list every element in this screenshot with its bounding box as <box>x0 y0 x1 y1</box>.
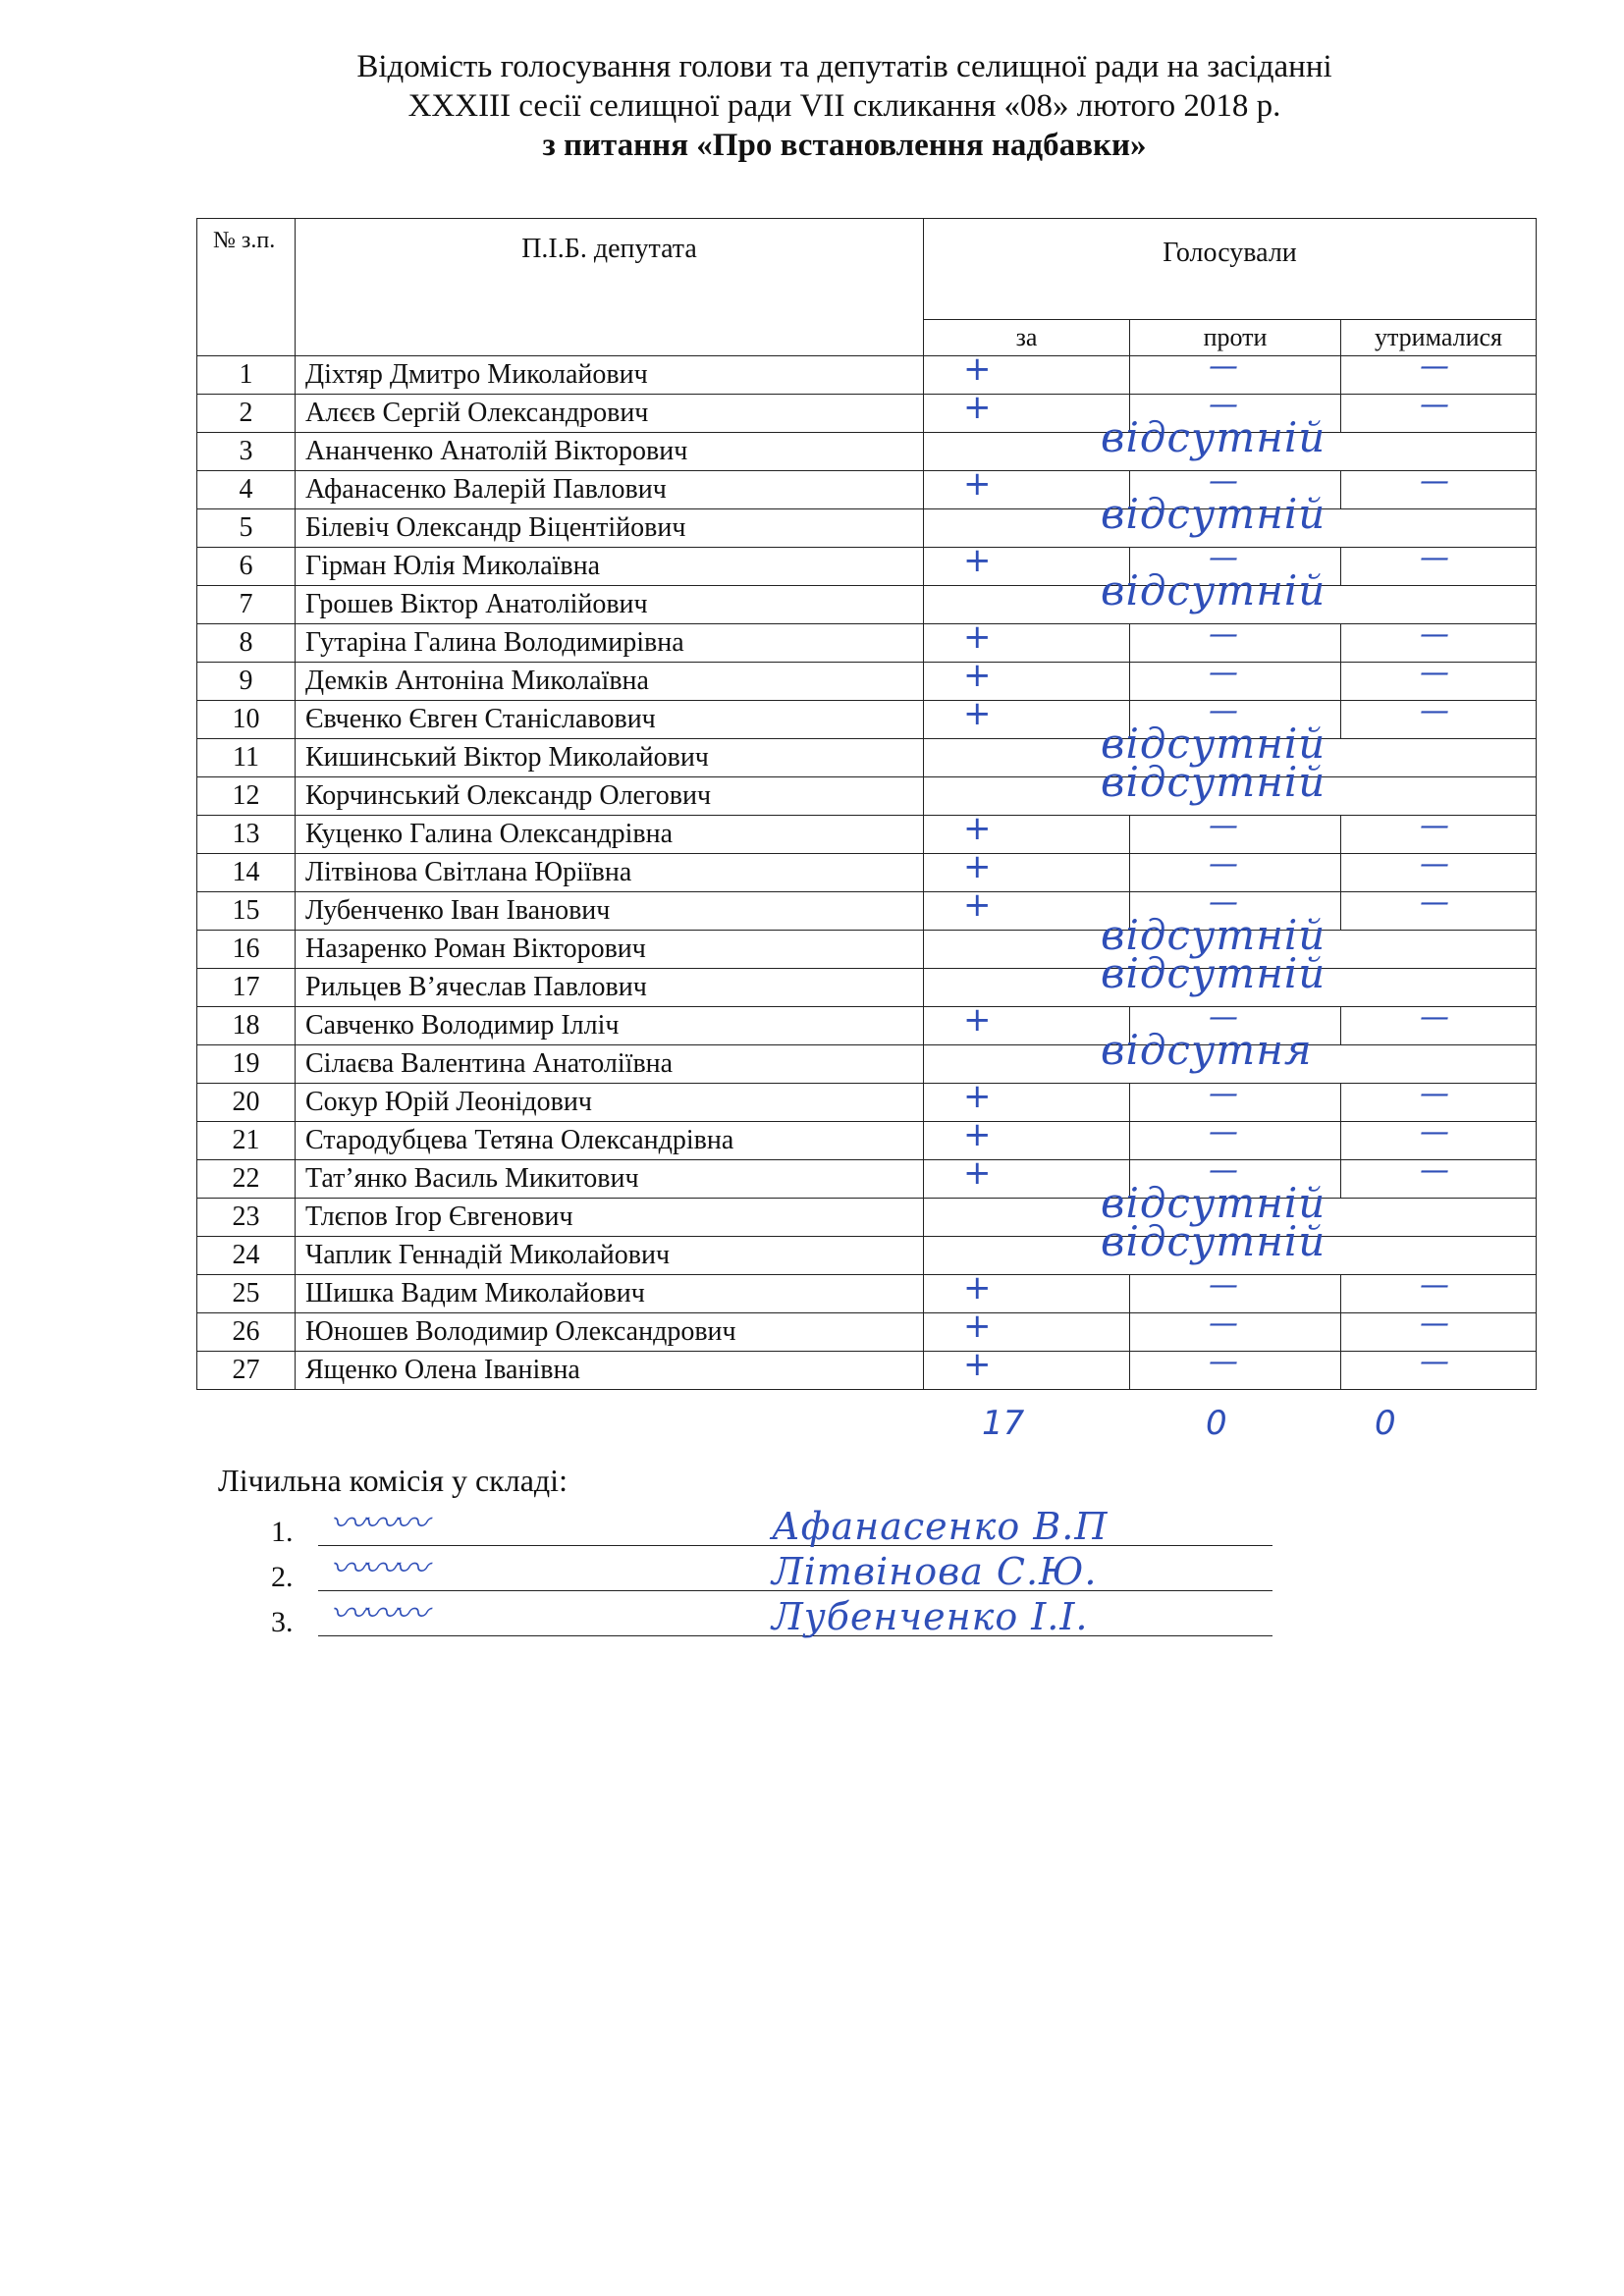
vote-for-mark: + <box>963 700 992 733</box>
row-number: 2 <box>197 395 296 433</box>
row-number: 16 <box>197 931 296 969</box>
vote-abstained-cell <box>1341 663 1537 701</box>
table-row <box>197 433 1537 471</box>
vote-for-mark: + <box>963 1351 992 1384</box>
vote-for-mark: + <box>963 355 992 389</box>
row-number: 22 <box>197 1160 296 1199</box>
deputy-name: Юношев Володимир Олександрович <box>296 1313 924 1352</box>
vote-table-body <box>197 356 1537 1390</box>
row-number: 23 <box>197 1199 296 1237</box>
row-number: 21 <box>197 1122 296 1160</box>
vote-abstained-mark: — <box>1420 1159 1449 1188</box>
vote-for-mark: + <box>963 1121 992 1154</box>
vote-against-mark: — <box>1209 1006 1238 1035</box>
vote-against-cell <box>1130 1275 1341 1313</box>
vote-against-mark: — <box>1209 1121 1238 1149</box>
deputy-name: Назаренко Роман Вікторович <box>296 931 924 969</box>
table-row <box>197 931 1537 969</box>
vote-for-cell <box>924 892 1130 931</box>
vote-against-mark: — <box>1209 1351 1238 1379</box>
vote-for-cell <box>924 663 1130 701</box>
vote-for-cell <box>924 701 1130 739</box>
deputy-name: Рильцев В’ячеслав Павлович <box>296 969 924 1007</box>
row-number: 12 <box>197 777 296 816</box>
total-against: 0 <box>1206 1404 1227 1443</box>
table-row <box>197 969 1537 1007</box>
row-number: 5 <box>197 509 296 548</box>
vote-against-mark: — <box>1209 1159 1238 1188</box>
vote-for-mark: + <box>963 623 992 657</box>
table-row <box>197 663 1537 701</box>
vote-abstained-cell <box>1341 1007 1537 1045</box>
deputy-name: Сілаєва Валентина Анатоліївна <box>296 1045 924 1084</box>
row-number: 1 <box>197 356 296 395</box>
vote-abstained-cell <box>1341 1313 1537 1352</box>
vote-for-cell <box>924 854 1130 892</box>
absent-mark: відсутній <box>1101 949 1326 997</box>
table-row <box>197 1045 1537 1084</box>
header-abstained: утрималися <box>1341 320 1537 356</box>
absent-cell <box>924 566 1537 624</box>
absent-cell <box>924 413 1537 471</box>
table-row <box>197 816 1537 854</box>
vote-abstained-cell <box>1341 854 1537 892</box>
header-num: № з.п. <box>197 219 296 356</box>
vote-abstained-cell <box>1341 1084 1537 1122</box>
vote-abstained-cell <box>1341 1352 1537 1390</box>
table-row <box>197 548 1537 586</box>
table-row <box>197 624 1537 663</box>
deputy-name: Тат’янко Василь Микитович <box>296 1160 924 1199</box>
commission-member-name: Афанасенко В.П <box>772 1505 1109 1548</box>
row-number: 17 <box>197 969 296 1007</box>
table-row <box>197 1313 1537 1352</box>
commission-member-number: 2. <box>271 1561 294 1593</box>
vote-for-cell <box>924 1275 1130 1313</box>
vote-for-cell <box>924 1007 1130 1045</box>
vote-against-mark: — <box>1209 815 1238 843</box>
deputy-name: Афанасенко Валерій Павлович <box>296 471 924 509</box>
title-line-1: Відомість голосування голови та депутатів селищної ради на засіданні <box>356 49 1332 84</box>
vote-for-cell <box>924 1313 1130 1352</box>
vote-against-mark: — <box>1209 700 1238 728</box>
vote-abstained-cell <box>1341 548 1537 586</box>
total-abstained: 0 <box>1375 1404 1396 1443</box>
vote-abstained-mark: — <box>1420 623 1449 652</box>
vote-for-mark: + <box>963 1312 992 1346</box>
vote-against-cell <box>1130 854 1341 892</box>
vote-for-cell <box>924 548 1130 586</box>
vote-for-mark: + <box>963 815 992 848</box>
table-row <box>197 395 1537 433</box>
table-row <box>197 509 1537 548</box>
vote-abstained-mark: — <box>1420 1351 1449 1379</box>
vote-abstained-cell <box>1341 816 1537 854</box>
deputy-name: Євченко Євген Станіславович <box>296 701 924 739</box>
deputy-name: Гутаріна Галина Володимирівна <box>296 624 924 663</box>
table-row <box>197 739 1537 777</box>
vote-for-mark: + <box>963 891 992 925</box>
vote-for-mark: + <box>963 853 992 886</box>
absent-mark: відсутній <box>1101 490 1326 538</box>
absent-cell <box>924 1026 1537 1084</box>
table-row <box>197 854 1537 892</box>
deputy-name: Ананченко Анатолій Вікторович <box>296 433 924 471</box>
vote-abstained-mark: — <box>1420 470 1449 499</box>
vote-for-cell <box>924 624 1130 663</box>
deputy-name: Тлєпов Ігор Євгенович <box>296 1199 924 1237</box>
signature-icon: 〰〰〰 <box>330 1594 425 1634</box>
table-row <box>197 1199 1537 1237</box>
vote-abstained-cell <box>1341 624 1537 663</box>
vote-for-cell <box>924 471 1130 509</box>
deputy-name: Літвінова Світлана Юріївна <box>296 854 924 892</box>
table-row <box>197 892 1537 931</box>
deputy-name: Савченко Володимир Ілліч <box>296 1007 924 1045</box>
vote-against-cell <box>1130 624 1341 663</box>
vote-abstained-mark: — <box>1420 1083 1449 1111</box>
absent-mark: відсутній <box>1101 566 1326 614</box>
deputy-name: Кишинський Віктор Миколайович <box>296 739 924 777</box>
vote-abstained-mark: — <box>1420 394 1449 422</box>
deputy-name: Діхтяр Дмитро Миколайович <box>296 356 924 395</box>
vote-against-mark: — <box>1209 394 1238 422</box>
row-number: 3 <box>197 433 296 471</box>
vote-abstained-mark: — <box>1420 1121 1449 1149</box>
absent-mark: відсутній <box>1101 413 1326 461</box>
absent-mark: відсутній <box>1101 911 1326 959</box>
deputy-name: Шишка Вадим Миколайович <box>296 1275 924 1313</box>
vote-against-cell <box>1130 1122 1341 1160</box>
table-row <box>197 1160 1537 1199</box>
commission-member-name: Літвінова С.Ю. <box>772 1550 1098 1593</box>
vote-against-cell <box>1130 1313 1341 1352</box>
vote-against-mark: — <box>1209 1083 1238 1111</box>
absent-mark: відсутній <box>1101 1217 1326 1265</box>
absent-mark: відсутній <box>1101 720 1326 768</box>
header-against: проти <box>1130 320 1341 356</box>
absent-cell <box>924 758 1537 816</box>
header-name: П.І.Б. депутата <box>296 219 924 356</box>
vote-against-cell <box>1130 1084 1341 1122</box>
deputy-name: Корчинський Олександр Олегович <box>296 777 924 816</box>
vote-for-mark: + <box>963 394 992 427</box>
vote-against-mark: — <box>1209 891 1238 920</box>
row-number: 15 <box>197 892 296 931</box>
table-row <box>197 1352 1537 1390</box>
vote-for-cell <box>924 1122 1130 1160</box>
signature-icon: 〰〰〰 <box>330 1549 425 1589</box>
vote-against-cell <box>1130 663 1341 701</box>
vote-abstained-cell <box>1341 471 1537 509</box>
row-number: 9 <box>197 663 296 701</box>
deputy-name: Ященко Олена Іванівна <box>296 1352 924 1390</box>
vote-for-mark: + <box>963 662 992 695</box>
deputy-name: Чаплик Геннадій Миколайович <box>296 1237 924 1275</box>
vote-for-mark: + <box>963 1159 992 1193</box>
signature-icon: 〰〰〰 <box>330 1504 425 1544</box>
row-number: 20 <box>197 1084 296 1122</box>
absent-cell <box>924 1217 1537 1275</box>
commission-member-name: Лубенченко І.І. <box>772 1595 1089 1638</box>
vote-abstained-cell <box>1341 395 1537 433</box>
deputy-name: Демків Антоніна Миколаївна <box>296 663 924 701</box>
vote-abstained-cell <box>1341 892 1537 931</box>
header-voted: Голосували <box>924 219 1537 320</box>
vote-against-cell <box>1130 1352 1341 1390</box>
commission-member <box>271 1594 1272 1645</box>
vote-for-mark: + <box>963 1006 992 1040</box>
vote-against-mark: — <box>1209 547 1238 575</box>
row-number: 8 <box>197 624 296 663</box>
deputy-name: Стародубцева Тетяна Олександрівна <box>296 1122 924 1160</box>
vote-against-mark: — <box>1209 1312 1238 1341</box>
row-number: 19 <box>197 1045 296 1084</box>
commission-label: Лічильна комісія у складі: <box>218 1463 568 1498</box>
vote-against-cell <box>1130 356 1341 395</box>
table-row <box>197 356 1537 395</box>
absent-mark: відсутній <box>1101 758 1326 806</box>
deputy-name: Сокур Юрій Леонідович <box>296 1084 924 1122</box>
row-number: 24 <box>197 1237 296 1275</box>
vote-for-cell <box>924 1160 1130 1199</box>
title-line-3: з питання «Про встановлення надбавки» <box>542 128 1147 163</box>
table-row <box>197 701 1537 739</box>
vote-for-mark: + <box>963 470 992 504</box>
vote-abstained-cell <box>1341 1160 1537 1199</box>
vote-for-mark: + <box>963 1083 992 1116</box>
total-for: 17 <box>982 1404 1025 1443</box>
table-row <box>197 1122 1537 1160</box>
vote-against-mark: — <box>1209 470 1238 499</box>
deputy-name: Лубенченко Іван Іванович <box>296 892 924 931</box>
vote-against-mark: — <box>1209 623 1238 652</box>
commission-member-number: 3. <box>271 1606 294 1638</box>
row-number: 14 <box>197 854 296 892</box>
table-row <box>197 586 1537 624</box>
row-number: 25 <box>197 1275 296 1313</box>
row-number: 26 <box>197 1313 296 1352</box>
vote-table <box>196 218 1537 1390</box>
row-number: 27 <box>197 1352 296 1390</box>
row-number: 7 <box>197 586 296 624</box>
vote-for-cell <box>924 356 1130 395</box>
row-number: 13 <box>197 816 296 854</box>
row-number: 4 <box>197 471 296 509</box>
vote-for-cell <box>924 1352 1130 1390</box>
row-number: 10 <box>197 701 296 739</box>
vote-abstained-mark: — <box>1420 891 1449 920</box>
vote-abstained-mark: — <box>1420 853 1449 881</box>
vote-for-cell <box>924 395 1130 433</box>
vote-abstained-mark: — <box>1420 700 1449 728</box>
page-title <box>167 47 1522 165</box>
deputy-name: Грошев Віктор Анатолійович <box>296 586 924 624</box>
vote-against-mark: — <box>1209 1274 1238 1303</box>
table-row <box>197 1275 1537 1313</box>
vote-for-cell <box>924 1084 1130 1122</box>
vote-for-cell <box>924 816 1130 854</box>
deputy-name: Алєєв Сергій Олександрович <box>296 395 924 433</box>
table-row <box>197 777 1537 816</box>
vote-for-mark: + <box>963 547 992 580</box>
vote-for-mark: + <box>963 1274 992 1308</box>
commission-list <box>271 1504 1272 1645</box>
vote-abstained-mark: — <box>1420 1274 1449 1303</box>
vote-abstained-mark: — <box>1420 1006 1449 1035</box>
vote-against-mark: — <box>1209 853 1238 881</box>
vote-abstained-mark: — <box>1420 355 1449 384</box>
vote-against-mark: — <box>1209 662 1238 690</box>
vote-abstained-cell <box>1341 701 1537 739</box>
vote-against-mark: — <box>1209 355 1238 384</box>
vote-abstained-mark: — <box>1420 547 1449 575</box>
deputy-name: Куценко Галина Олександрівна <box>296 816 924 854</box>
deputy-name: Білевіч Олександр Віцентійович <box>296 509 924 548</box>
vote-abstained-mark: — <box>1420 662 1449 690</box>
table-row <box>197 1007 1537 1045</box>
vote-abstained-cell <box>1341 356 1537 395</box>
row-number: 6 <box>197 548 296 586</box>
vote-against-cell <box>1130 816 1341 854</box>
absent-cell <box>924 490 1537 548</box>
header-for: за <box>924 320 1130 356</box>
table-row <box>197 1237 1537 1275</box>
absent-cell <box>924 949 1537 1007</box>
vote-abstained-mark: — <box>1420 1312 1449 1341</box>
row-number: 18 <box>197 1007 296 1045</box>
absent-mark: відсутній <box>1101 1179 1326 1227</box>
vote-abstained-cell <box>1341 1122 1537 1160</box>
deputy-name: Гірман Юлія Миколаївна <box>296 548 924 586</box>
table-row <box>197 471 1537 509</box>
table-row <box>197 1084 1537 1122</box>
vote-abstained-mark: — <box>1420 815 1449 843</box>
commission-member-number: 1. <box>271 1516 294 1548</box>
vote-abstained-cell <box>1341 1275 1537 1313</box>
absent-mark: відсутня <box>1101 1026 1313 1074</box>
title-line-2: XXXIII сесії селищної ради VII скликання «08» лютого 2018 р. <box>407 88 1281 124</box>
row-number: 11 <box>197 739 296 777</box>
